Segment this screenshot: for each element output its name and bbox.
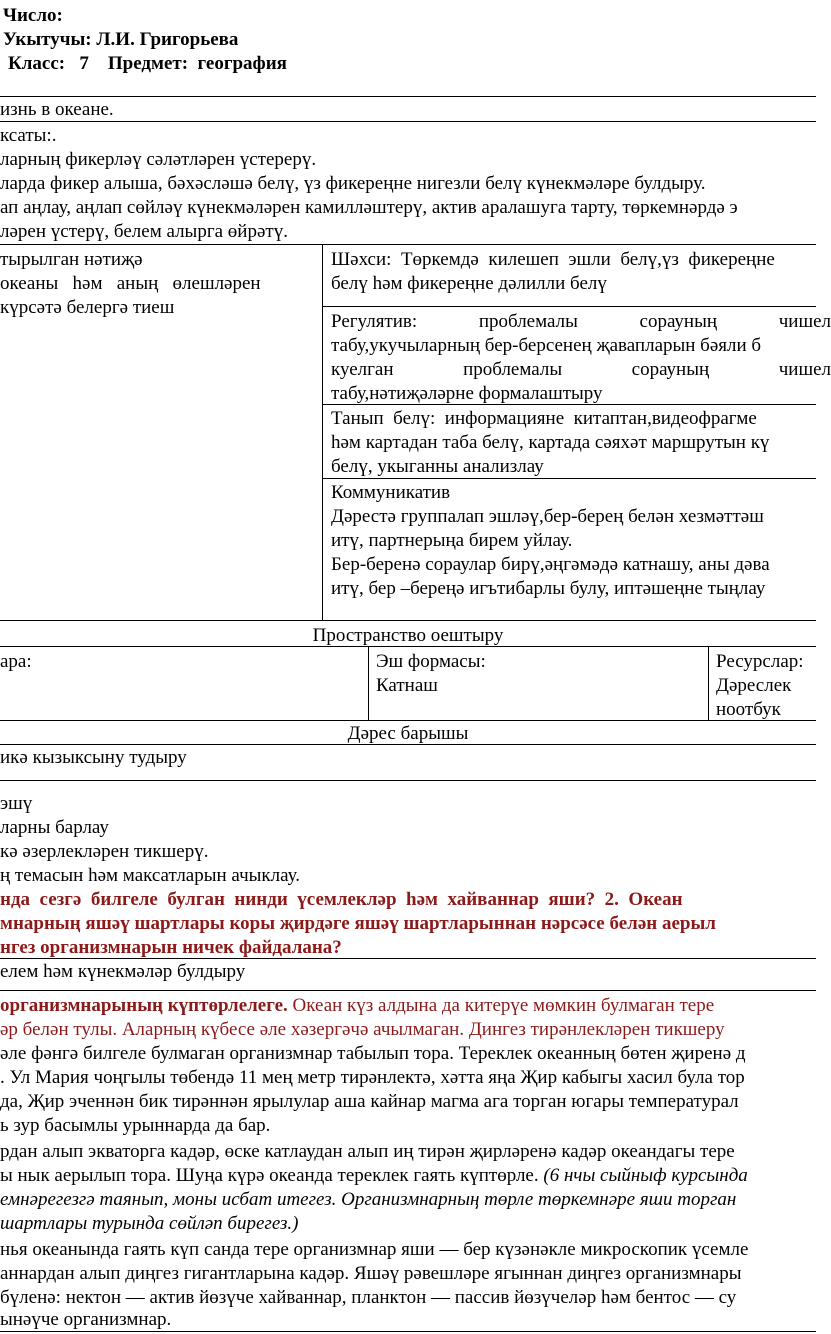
results-left: океаны һәм аның өлешләрен — [0, 273, 261, 294]
divider — [0, 121, 816, 122]
regulative-word: чишел — [778, 359, 831, 380]
column-divider — [708, 646, 709, 720]
class-subject: Класс: 7 Предмет: география — [8, 53, 287, 74]
process-step: эшү — [0, 793, 33, 814]
divider — [0, 646, 816, 647]
divider — [0, 1331, 816, 1332]
divider — [0, 958, 816, 959]
resources-label: Ресурслар: — [716, 651, 804, 672]
body-line: әр белән тулы. Аларның күбесе әле хәзергәчә ачылмаган. Дингез тирәнлекләрен тикшеру — [0, 1019, 725, 1040]
teacher-name: Укытучы: Л.И. Григорьева — [3, 29, 239, 50]
regulative-word: проблемалы — [478, 311, 578, 332]
results-left: күрсәтә белергә тиеш — [0, 297, 175, 318]
communicative-text: Дәрестә группалап эшләү,бер-берең белән хезмәттәш — [331, 506, 764, 527]
regulative-word: сорауның — [631, 359, 710, 380]
results-left: тырылган нәтиҗә — [0, 249, 143, 270]
body-line: нья океанында гаять күп санда тере организмнар яши — бер күзәнәкле микроскопик үсемле — [0, 1239, 749, 1260]
divider — [0, 990, 816, 991]
section-heading: организмнарының күптөрлелеге. — [0, 995, 288, 1016]
divider — [322, 404, 816, 405]
date-label: Число: — [3, 5, 63, 26]
process-title: Дәрес барышы — [347, 723, 469, 744]
communicative-text: итү, партнерыңа бирем уйлау. — [331, 530, 573, 551]
lesson-topic: изнь в океане. — [0, 99, 114, 120]
body-line: емнәрегезгә таянып, моны исбат итегез. Организмнарның төрле төркемнәре яши торган — [0, 1189, 737, 1210]
personal-label: Шәхси: — [331, 249, 392, 270]
body-line: да, Җир эченнән бик тирәннән ярылулар аша кайнар магма ага торган югары температурал — [0, 1091, 739, 1112]
regulative-label: Регулятив: — [331, 311, 418, 332]
cognitive-text: белү, укыганны анализлау — [331, 456, 544, 477]
divider — [322, 478, 816, 479]
body-line: ь зур басымлы урыннарда да бар. — [0, 1115, 271, 1136]
motivation-text: икә кызыксыну тудыру — [0, 747, 187, 768]
divider — [0, 620, 816, 621]
regulative-word: проблемалы — [463, 359, 563, 380]
space-col1: ара: — [0, 651, 32, 672]
divider — [0, 96, 816, 97]
work-form-value: Катнаш — [376, 675, 438, 696]
regulative-word: куелган — [331, 359, 394, 380]
column-divider — [322, 244, 323, 620]
body-line: бүленә: нектон — актив йөзүче хайваннар, планктон — пассив йөзүчеләр һәм бентос — су — [0, 1287, 737, 1308]
body-line — [0, 994, 714, 1018]
communicative-label: Коммуникатив — [331, 482, 451, 503]
body-text-italic: (6 нчы сыйныф курсында — [538, 1165, 748, 1186]
personal-line — [331, 248, 775, 272]
body-line: аннардан алып диңгез гигантларына кадәр. Яшәү рәвешләре ягыннан диңгез организмнары — [0, 1263, 742, 1284]
regulative-line — [331, 310, 831, 334]
divider — [0, 744, 816, 745]
body-line: ынәүче организмнар. — [0, 1309, 172, 1330]
goal-item: ап аңлау, аңлап сөйләү күнекмәләрен камилләштерү, актив аралашуга тарту, төркемнәрдә э — [0, 197, 738, 218]
regulative-text: табу,укучыларның бер-берсенең җавапларын бәяли б — [331, 335, 762, 356]
body-text: ы нык аерылып тора. Шуңа күрә океанда тереклек гаять күптөрле. — [0, 1165, 539, 1186]
resource-item: Дәреслек — [716, 675, 792, 696]
divider — [0, 780, 816, 781]
goal-item: ларда фикер алыша, бәхәсләшә белү, үз фикереңне нигезли белү күнекмәләре булдыру. — [0, 173, 706, 194]
body-line: әле фәнгә билгеле булмаган организмнар табылып тора. Тереклек океанның бөтен җиренә д — [0, 1043, 746, 1064]
question-text: нгез организмнарын ничек файдалана? — [0, 937, 342, 958]
process-step: ң темасын һәм максатларын ачыклау. — [0, 865, 300, 886]
cognitive-text: һәм картадан таба белү, картада сәяхәт маршрутын кү — [331, 432, 770, 453]
divider — [322, 306, 816, 307]
goal-item: ларның фикерләү сәләтләрен үстерерү. — [0, 149, 317, 170]
cognitive-text: информацияне китаптан,видеофрагме — [444, 408, 757, 429]
personal-text: белү һәм фикереңне дәлилли белү — [331, 273, 607, 294]
question-text: нда сезгә билгеле булган нинди үсемлекләр һәм хайваннар яши? 2. Океан — [0, 889, 683, 910]
personal-text: Төркемдә килешеп эшли белү,үз фикереңне — [400, 249, 775, 270]
process-step: кә әзерлекләрен тикшерү. — [0, 841, 209, 862]
body-line: рдан алып экваторга кадәр, өске катлаудан алып иң тирән җирләренә кадәр океандагы тере — [0, 1141, 735, 1162]
body-line — [0, 1164, 748, 1188]
resource-item: ноотбук — [716, 699, 781, 720]
divider — [0, 244, 816, 245]
space-title: Пространство оештыру — [312, 625, 504, 646]
cognitive-label: Танып белү: — [331, 408, 436, 429]
communicative-text: Бер-беренә сораулар бирү,әңгәмәдә катнашу, аны дәва — [331, 554, 770, 575]
work-form-label: Эш формасы: — [376, 651, 486, 672]
regulative-line — [331, 358, 831, 382]
process-step: ларны барлау — [0, 817, 109, 838]
goals-label: ксаты:. — [0, 125, 57, 146]
goal-item: ләрен үстерү, белем алырга өйрәтү. — [0, 221, 288, 242]
body-text: Океан күз алдына да китерүе мөмкин булмаган тере — [287, 995, 715, 1016]
cognitive-line — [331, 407, 757, 431]
body-line: . Ул Мария чоңгылы төбендә 11 мең метр тирәнлектә, хәтта яңа Җир кабыгы хасил була тор — [0, 1067, 745, 1088]
body-line: шартлары турында сөйләп бирегез.) — [0, 1213, 299, 1234]
column-divider — [368, 646, 369, 720]
regulative-text: табу,нәтиҗәләрне формалаштыру — [331, 383, 603, 404]
new-knowledge-text: елем һәм күнекмәләр булдыру — [0, 961, 246, 982]
divider — [0, 720, 816, 721]
communicative-text: итү, бер –береңә игътибарлы булу, иптәшеңне тыңлау — [331, 578, 766, 599]
question-text: мнарның яшәү шартлары коры җирдәге яшәү шартларыннан нәрсәсе белән аерыл — [0, 913, 716, 934]
regulative-word: сорауның — [639, 311, 718, 332]
regulative-word: чишел — [778, 311, 831, 332]
